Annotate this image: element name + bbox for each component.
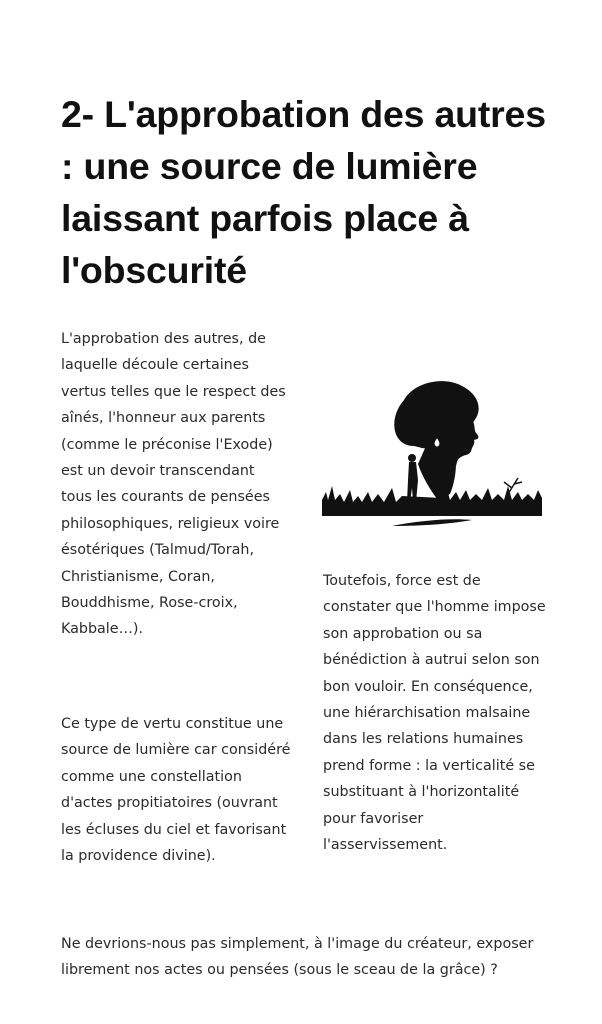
paragraph-closing-question: Ne devrions-nous pas simplement, à l'image du créateur, exposer librement nos actes ou pensées (sous le sceau de la grâce) ? [61,936,534,979]
article-title: 2- L'approbation des autres : une source de lumière laissant parfois place à l'obscurité [61,93,546,291]
paragraph-source-of-light: Ce type de vertu constitue une source de lumière car considéré comme une constellation d'actes propitiatoires (ouvrant les écluses du ciel et favorisant la providence divine). [61,716,291,865]
woman-profile-silhouette-with-child-icon [322,376,542,528]
child-body-shape [407,462,418,502]
paragraph-imposed-approval: Toutefois, force est de constater que l'homme impose son approbation ou sa bénédiction à autrui selon son bon vouloir. En conséquence, une hiérarchisation malsaine dans les relations humaines prend forme : la verticalité se substituant à l'horizontalité pour favoriser l'asservissement. [323,573,546,854]
shadow-shape [392,519,472,526]
paragraph-approval-virtues: L'approbation des autres, de laquelle découle certaines vertus telles que le respect des aînés, l'honneur aux parents (comme le préconise l'Exode) est un devoir transcendant tous les courants de pensées philosophiques, religieux voire ésotériques (Talmud/Torah, Christianisme, Coran, Bouddhisme, Rose-croix, Kabbale…). [61,331,286,638]
